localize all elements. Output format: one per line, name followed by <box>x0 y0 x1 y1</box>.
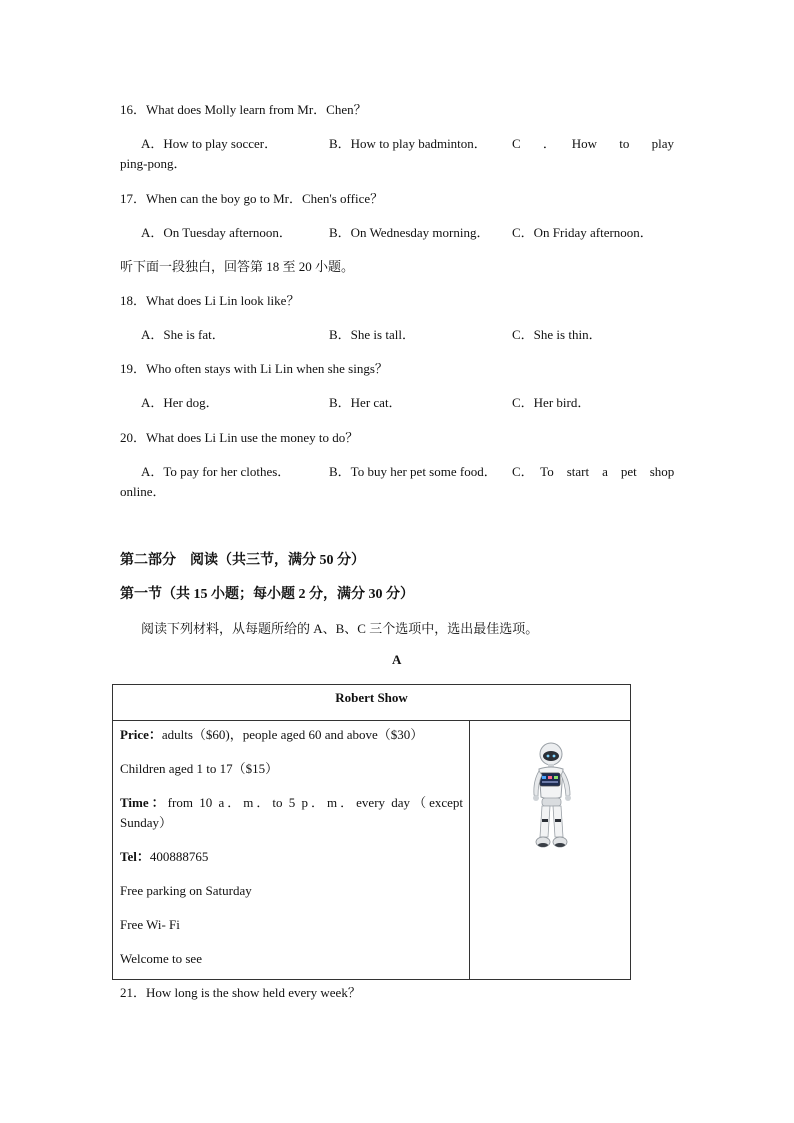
robert-show-table <box>112 684 631 980</box>
ad-parking: Free parking on Saturday <box>120 883 252 898</box>
question-20-stem: 20．What does Li Lin use the money to do？ <box>120 430 359 445</box>
q16-option-c-continued: ping-pong． <box>120 156 187 171</box>
passage-label: A <box>392 652 402 667</box>
q16-option-b: B．How to play badminton． <box>329 136 487 151</box>
q17-option-a: A．On Tuesday afternoon． <box>141 225 292 240</box>
ad-info-cell <box>113 721 470 980</box>
price-label: Price： <box>120 727 162 742</box>
q17-option-c: C．On Friday afternoon． <box>512 225 653 240</box>
price-value: adults（$60)，people aged 60 and above（$30） <box>161 727 424 742</box>
q20-option-a: A．To pay for her clothes． <box>141 464 291 479</box>
part2-title: 第二部分 阅读（共三节，满分 50 分） <box>120 553 365 568</box>
q18-option-a: A．She is fat． <box>141 327 225 342</box>
ad-title: Robert Show <box>113 685 631 721</box>
ad-image-cell <box>470 721 631 980</box>
q17-option-b: B．On Wednesday morning． <box>329 225 490 240</box>
question-16-stem: 16．What does Molly learn from Mr．Chen？ <box>120 102 367 117</box>
ad-time <box>120 793 463 813</box>
q19-option-b: B．Her cat． <box>329 395 402 410</box>
ad-tel <box>120 847 463 867</box>
q19-option-a: A．Her dog． <box>141 395 219 410</box>
question-18-stem: 18．What does Li Lin look like？ <box>120 293 300 308</box>
question-19-stem: 19．Who often stays with Li Lin when she sings？ <box>120 361 388 376</box>
section1-title: 第一节（共 15 小题；每小题 2 分，满分 30 分） <box>120 587 414 602</box>
section1-instruction: 阅读下列材料，从每题所给的 A、B、C 三个选项中，选出最佳选项。 <box>141 621 539 636</box>
q20-option-c: C． To start a pet shop <box>512 464 675 479</box>
q20-option-c-continued: online． <box>120 484 166 499</box>
ad-price <box>120 725 463 745</box>
ad-wifi: Free Wi- Fi <box>120 917 180 932</box>
question-17-stem: 17．When can the boy go to Mr．Chen's office？ <box>120 191 384 206</box>
q16-option-a: A．How to play soccer． <box>141 136 278 151</box>
q18-option-b: B．She is tall． <box>329 327 415 342</box>
q20-option-b: B．To buy her pet some food． <box>329 464 497 479</box>
listening-instruction: 听下面一段独白，回答第 18 至 20 小题。 <box>120 259 355 274</box>
ad-children-price: Children aged 1 to 17（$15） <box>120 761 279 776</box>
ad-welcome: Welcome to see <box>120 951 202 966</box>
tel-value: 400888765 <box>149 849 209 864</box>
q16-option-c: C ． How to play <box>512 136 674 151</box>
time-value: from 10 a．m．to 5 p．m．every day（except <box>167 795 463 810</box>
robot-image <box>527 741 577 857</box>
question-21-stem: 21．How long is the show held every week？ <box>120 985 361 1000</box>
time-label: Time： <box>120 795 168 810</box>
q18-option-c: C．She is thin． <box>512 327 602 342</box>
q19-option-c: C．Her bird． <box>512 395 591 410</box>
tel-label: Tel： <box>120 849 150 864</box>
ad-time-continued: Sunday） <box>120 815 173 830</box>
